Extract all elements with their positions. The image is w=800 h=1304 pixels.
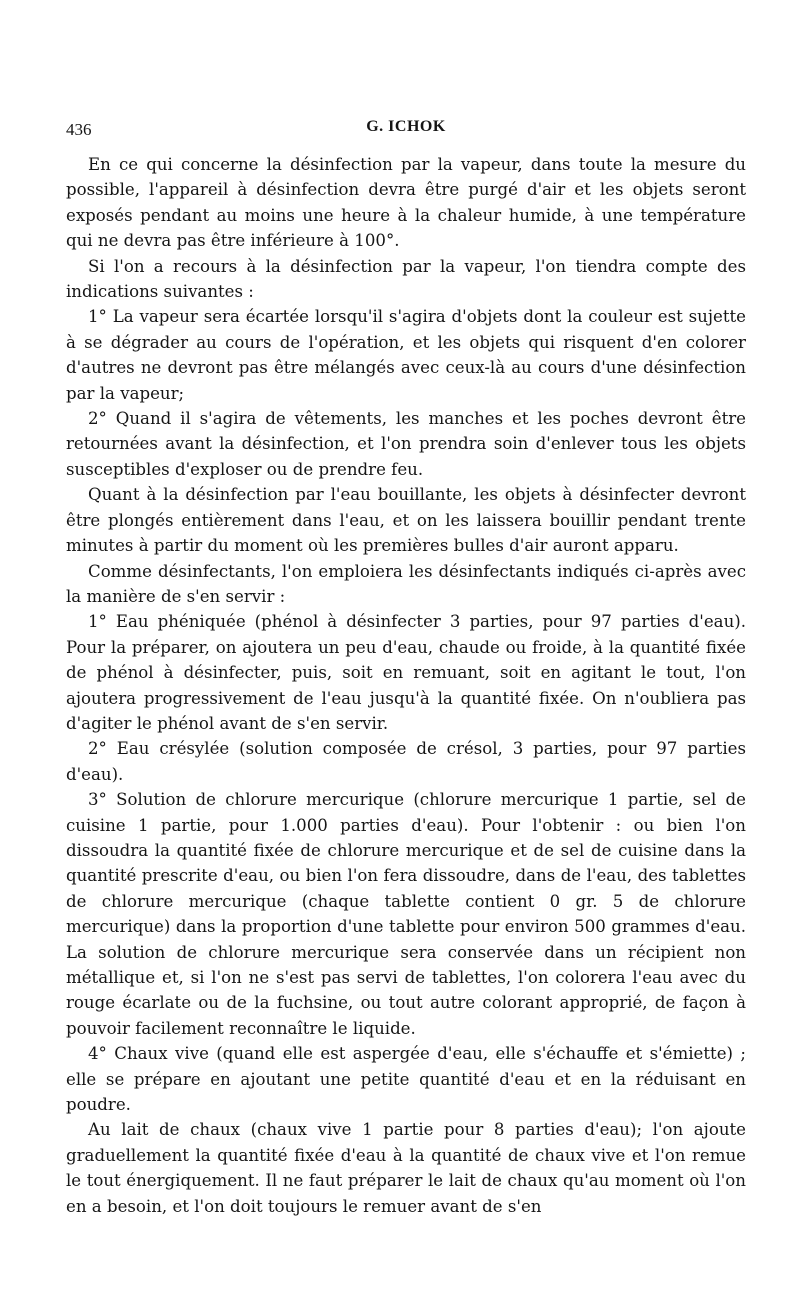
body-text — [66, 152, 746, 1219]
paragraph-milk-of-lime: Au lait de chaux (chaux vive 1 partie pour 8 parties d'eau); l'on ajoute graduellement la quantité fixée d'eau à la quantité de chaux vive et l'on remue le tout énergiquement. Il ne faut préparer le lait de chaux qu'au moment où l'on en a besoin, et l'on doit toujours le remuer avant de s'en — [66, 1120, 746, 1216]
paragraph-steam-rule-1: 1° La vapeur sera écartée lorsqu'il s'agira d'objets dont la couleur est sujette à se dégrader au cours de l'opération, et les objets qui risquent d'en colorer d'autres ne devront pas être mélangés avec ceux-là au cours d'une désinfection par la vapeur; — [66, 307, 746, 403]
paragraph-quicklime: 4° Chaux vive (quand elle est aspergée d'eau, elle s'échauffe et s'émiette) ; elle se prépare en ajoutant une petite quantité d'eau et en la réduisant en poudre. — [66, 1044, 746, 1115]
page-number: 436 — [66, 120, 92, 139]
page-header — [66, 116, 746, 146]
paragraph-phenol-water: 1° Eau phéniquée (phénol à désinfecter 3 parties, pour 97 parties d'eau). Pour la préparer, on ajoutera un peu d'eau, chaude ou froide, à la quantité fixée de phénol à désinfecter, puis, soit en remuant, soit en agitant le tout, l'on ajoutera progressivement de l'eau jusqu'à la quantité fixée. On n'oubliera pas d'agiter le phénol avant de s'en servir. — [66, 612, 746, 733]
paragraph-mercuric-chloride: 3° Solution de chlorure mercurique (chlorure mercurique 1 partie, sel de cuisine 1 partie, pour 1.000 parties d'eau). Pour l'obtenir : ou bien l'on dissoudra la quantité fixée de chlorure mercurique et de sel de cuisine dans la quantité prescrite d'eau, ou bien l'on fera dissoudre, dans de l'eau, des tablettes de chlorure mercurique (chaque tablette contient 0 gr. 5 de chlorure mercurique) dans la proportion d'une tablette pour environ 500 grammes d'eau. La solution de chlorure mercurique sera conservée dans un récipient non métallique et, si l'on ne s'est pas servi de tablettes, l'on colorera l'eau avec du rouge écarlate ou de la fuchsine, ou tout autre colorant approprié, de façon à pouvoir facilement reconnaître le liquide. — [66, 790, 746, 1038]
paragraph-cresyl-water: 2° Eau crésylée (solution composée de crésol, 3 parties, pour 97 parties d'eau). — [66, 739, 746, 784]
paragraph-steam-disinfection: En ce qui concerne la désinfection par la vapeur, dans toute la mesure du possible, l'appareil à désinfection devra être purgé d'air et les objets seront exposés pendant au moins une heure à la chaleur humide, à une température qui ne devra pas être inférieure à 100°. — [66, 155, 746, 251]
book-page — [66, 116, 746, 1219]
paragraph-boiling-water: Quant à la désinfection par l'eau bouillante, les objets à désinfecter devront être plongés entièrement dans l'eau, et on les laissera bouillir pendant trente minutes à partir du moment où les premières bulles d'air auront apparu. — [66, 485, 746, 556]
paragraph-steam-rule-2: 2° Quand il s'agira de vêtements, les manches et les poches devront être retournées avant la désinfection, et l'on prendra soin d'enlever tous les objets susceptibles d'exploser ou de prendre feu. — [66, 409, 746, 479]
paragraph-disinfectants-intro: Comme désinfectants, l'on emploiera les désinfectants indiqués ci-après avec la manière de s'en servir : — [66, 561, 746, 606]
running-head: G. ICHOK — [366, 118, 446, 135]
paragraph-steam-indications: Si l'on a recours à la désinfection par la vapeur, l'on tiendra compte des indications suivantes : — [66, 256, 746, 302]
